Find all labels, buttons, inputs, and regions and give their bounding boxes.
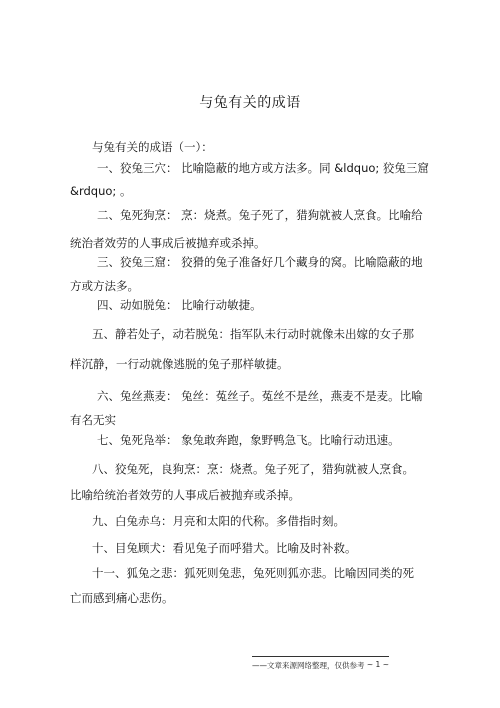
paragraph-line: 有名无实 bbox=[70, 413, 116, 427]
paragraph-line: 样沉静，一行动就像逃脱的兔子那样敏捷。 bbox=[70, 357, 289, 371]
page-footer bbox=[252, 656, 389, 671]
paragraph-line: 比喻给统治者效劳的人事成后被抛弃或杀掉。 bbox=[70, 488, 300, 502]
paragraph-line: 六、兔丝燕麦： 兔丝：菟丝子。菟丝不是丝，燕麦不是麦。比喻 bbox=[97, 389, 423, 403]
paragraph-line: 五、静若处子，动若脱兔：指军队未行动时就像未出嫁的女子那 bbox=[92, 327, 414, 341]
paragraph-line: 二、兔死狗烹： 烹：烧煮。兔子死了，猎狗就被人烹食。比喻给 bbox=[97, 208, 423, 222]
paragraph-line: 十、目兔顾犬：看见兔子而呼猎犬。比喻及时补救。 bbox=[92, 541, 357, 555]
paragraph-line: 统治者效劳的人事成后被抛弃或杀掉。 bbox=[70, 236, 266, 250]
paragraph-line: 七、兔死凫举： 象兔敢奔跑，象野鸭急飞。比喻行动迅速。 bbox=[97, 433, 400, 447]
paragraph-line: 九、白兔赤乌：月亮和太阳的代称。多借指时刻。 bbox=[92, 514, 345, 528]
paragraph-line: 一、狡兔三穴： 比喻隐蔽的地方或方法多。同 &ldquo; 狡兔三窟 bbox=[97, 161, 429, 175]
paragraph-line: 八、狡兔死，良狗烹：烹：烧煮。兔子死了，猎狗就被人烹食。 bbox=[92, 462, 414, 476]
paragraph-line: 十一、狐兔之悲：狐死则兔悲，兔死则狐亦悲。比喻因同类的死 bbox=[92, 566, 414, 580]
paragraph-line: 方或方法多。 bbox=[70, 279, 139, 293]
paragraph-line: &rdquo; 。 bbox=[70, 184, 132, 198]
page-number: ~ 1 ~ bbox=[366, 660, 389, 669]
footer-source-note: ——文章来源网络整理，仅供参考 bbox=[252, 661, 365, 670]
paragraph-line: 三、狡兔三窟： 狡猾的兔子准备好几个藏身的窝。比喻隐蔽的地 bbox=[97, 255, 423, 269]
paragraph-line: 亡而感到痛心悲伤。 bbox=[70, 591, 174, 605]
section-heading: 与兔有关的成语（一）： bbox=[92, 140, 213, 154]
paragraph-line: 四、动如脱兔： 比喻行动敏捷。 bbox=[97, 298, 262, 312]
document-title: 与兔有关的成语 bbox=[199, 95, 301, 111]
